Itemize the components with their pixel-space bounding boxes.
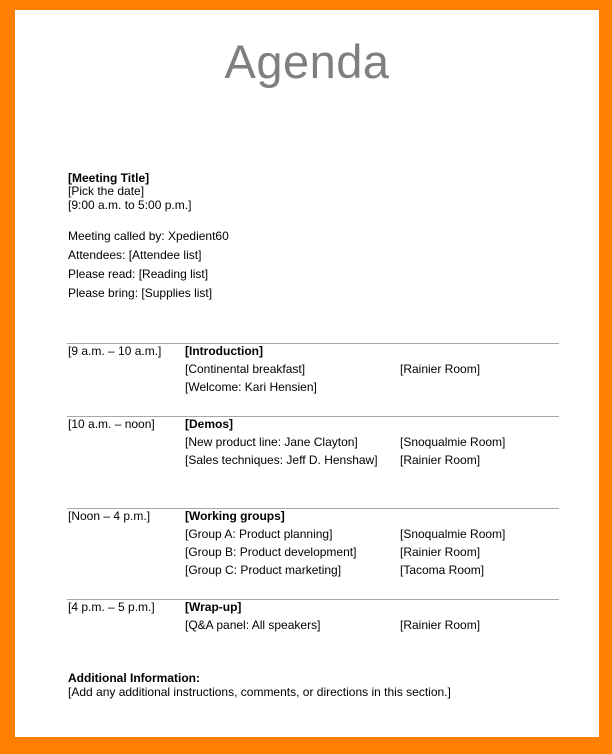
- session-item-room: [Rainier Room]: [400, 545, 481, 559]
- meeting-called-by: Meeting called by: Xpedient60: [68, 229, 229, 243]
- document-page: [15, 10, 599, 737]
- session-item-room: [Rainier Room]: [400, 453, 481, 467]
- session-item-room: [Rainier Room]: [400, 618, 481, 632]
- session-time: [9 a.m. – 10 a.m.]: [68, 344, 162, 358]
- session-time: [4 p.m. – 5 p.m.]: [68, 600, 155, 614]
- meeting-please-read: Please read: [Reading list]: [68, 267, 209, 281]
- session-item-room: [Snoqualmie Room]: [400, 435, 506, 449]
- session-item-topic: [Q&A panel: All speakers]: [185, 618, 321, 632]
- session-item-room: [Tacoma Room]: [400, 563, 485, 577]
- meeting-time: [9:00 a.m. to 5:00 p.m.]: [68, 198, 192, 212]
- session-title: [Wrap-up]: [185, 600, 242, 614]
- additional-info-text: [Add any additional instructions, comments, or directions in this section.]: [68, 685, 451, 699]
- meeting-date: [Pick the date]: [68, 184, 145, 198]
- session-item-topic: [Continental breakfast]: [185, 362, 306, 376]
- session-title: [Demos]: [185, 417, 234, 431]
- page-title: Agenda: [224, 35, 390, 88]
- session-item-topic: [Group B: Product development]: [185, 545, 357, 559]
- session-item-room: [Snoqualmie Room]: [400, 527, 506, 541]
- meeting-title: [Meeting Title]: [68, 171, 150, 185]
- session-item-room: [Rainier Room]: [400, 362, 481, 376]
- meeting-attendees: Attendees: [Attendee list]: [68, 248, 202, 262]
- session-title: [Working groups]: [185, 509, 285, 523]
- session-item-topic: [Group A: Product planning]: [185, 527, 333, 541]
- session-title: [Introduction]: [185, 344, 263, 358]
- session-time: [10 a.m. – noon]: [68, 417, 155, 431]
- meeting-please-bring: Please bring: [Supplies list]: [68, 286, 213, 300]
- session-item-topic: [Sales techniques: Jeff D. Henshaw]: [185, 453, 378, 467]
- session-item-topic: [Group C: Product marketing]: [185, 563, 342, 577]
- session-time: [Noon – 4 p.m.]: [68, 509, 151, 523]
- additional-info-heading: Additional Information:: [68, 671, 200, 685]
- session-item-topic: [New product line: Jane Clayton]: [185, 435, 358, 449]
- session-item-topic: [Welcome: Kari Hensien]: [185, 380, 317, 394]
